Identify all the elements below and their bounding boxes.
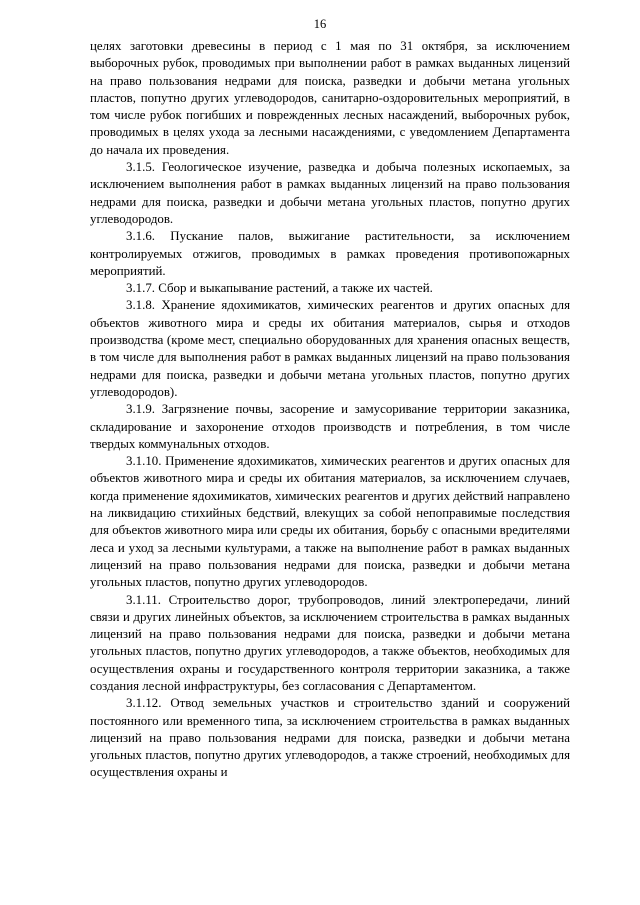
paragraph: 3.1.7. Сбор и выкапывание растений, а также их частей. [126,281,433,296]
paragraph: 3.1.8. Хранение ядохимикатов, химических реагентов и других опасных для объектов животного мира и среды их обитания материалов, сырья и отходов производства (кроме мест, специально оборудованных для хранения опасных веществ, в том числе для выполнения работ в рамках выданных лицензий на право пользования недрами для поиска, разведки и добычи метана угольных пластов, попутно других углеводородов). [90,298,570,399]
paragraph: 3.1.9. Загрязнение почвы, засорение и замусоривание территории заказника, складирование и захоронение отходов производств и потребления, в том числе твердых коммунальных отходов. [90,402,570,451]
paragraph: 3.1.6. Пускание палов, выжигание растительности, за исключением контролируемых отжигов, проводимых в рамках проведения противопожарных мероприятий. [90,229,570,278]
page-number: 16 [313,17,327,31]
paragraph: 3.1.5. Геологическое изучение, разведка и добыча полезных ископаемых, за исключением выполнения работ в рамках выданных лицензий на право пользования недрами для поиска, разведки и добычи метана угольных пластов, попутно других углеводородов. [90,160,570,226]
paragraph: 3.1.12. Отвод земельных участков и строительство зданий и сооружений постоянного или временного типа, за исключением строительства в рамках выданных лицензий на право пользования недрами для поиска, разведки и добычи метана угольных пластов, попутно других углеводородов, а также строений, необходимых для осуществления охраны и [90,696,570,780]
paragraph: целях заготовки древесины в период с 1 мая по 31 октября, за исключением выборочных рубок, проводимых при выполнении работ в рамках выданных лицензий на право пользования недрами для поиска, разведки и добычи метана угольных пластов, попутно других углеводородов, санитарно-оздоровительных мероприятий, в том числе рубок погибших и поврежденных лесных насаждений, выборочных рубок, проводимых в целях ухода за лесными насаждениями, с уведомлением Департамента до начала их проведения. [90,39,570,157]
paragraph: 3.1.11. Строительство дорог, трубопроводов, линий электропередачи, линий связи и других линейных объектов, за исключением строительства в рамках выданных лицензий на право пользования недрами для поиска, разведки и добычи метана угольных пластов, попутно других углеводородов, а также объектов, необходимых для осуществления охраны и государственного контроля территории заказника, а также создания лесной инфраструктуры, без согласования с Департаментом. [90,592,570,693]
paragraph: 3.1.10. Применение ядохимикатов, химических реагентов и других опасных для объектов животного мира и среды их обитания материалов, за исключением случаев, когда применение ядохимикатов, химических реагентов и других действий направлено на ликвидацию стихийных бедствий, влекущих за собой непоправимые последствия для объектов животного мира или среды их обитания, борьбу с опасными вредителями леса и уход за лесными культурами, а также на выполнение работ в рамках выданных лицензий на право пользования недрами для поиска, разведки и добычи метана угольных пластов, попутно других углеводородов. [90,454,570,590]
body-text [90,38,570,782]
